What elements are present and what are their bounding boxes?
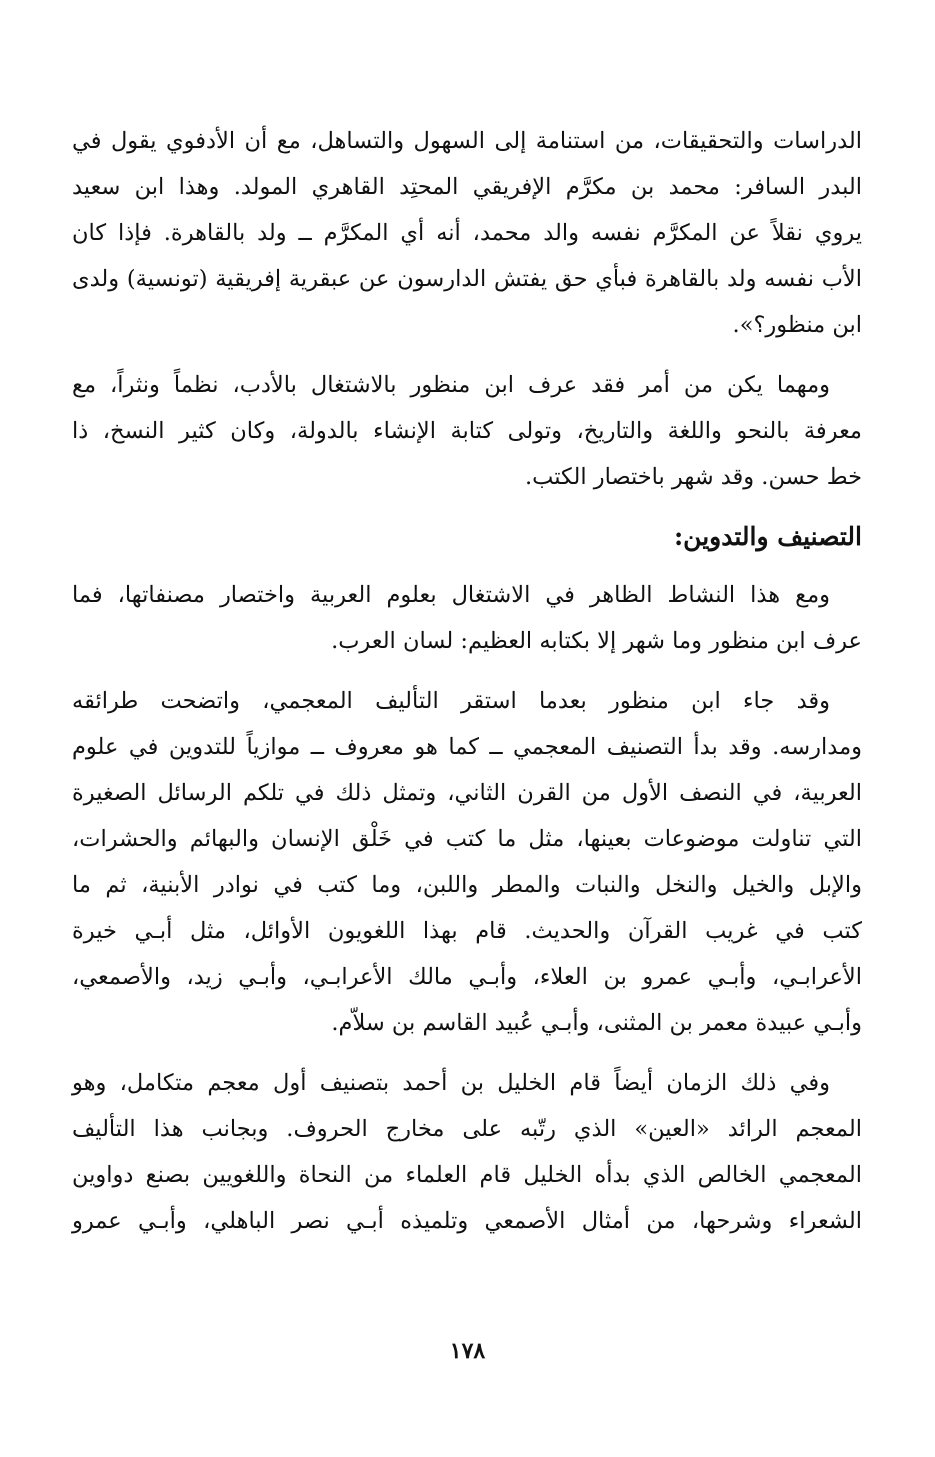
page-number: ١٧٨ xyxy=(449,1338,486,1364)
text-line: خط حسن. وقد شهر باختصار الكتب. xyxy=(525,464,862,490)
paragraph-3 xyxy=(72,572,862,664)
text-line: عرف ابن منظور وما شهر إلا بكتابه العظيم: لسان العرب. xyxy=(331,628,862,654)
text-line: كتب في غريب القرآن والحديث. قام بهذا اللغويون الأوائل، مثل أبـي خيرة xyxy=(72,918,862,944)
text-line: التي تناولت موضوعات بعينها، مثل ما كتب في خَلْق الإنسان والبهائم والحشرات، xyxy=(72,826,862,852)
text-line: وأبـي عبيدة معمر بن المثنى، وأبـي عُبيد القاسم بن سلاّم. xyxy=(331,1010,862,1036)
text-line: العربية، في النصف الأول من القرن الثاني، وتمثل ذلك في تلكم الرسائل الصغيرة xyxy=(72,780,862,806)
text-line: والإبل والخيل والنخل والنبات والمطر واللبن، وما كتب في نوادر الأبنية، ثم ما xyxy=(72,872,862,898)
page-body xyxy=(72,118,862,1258)
text-line: معرفة بالنحو واللغة والتاريخ، وتولى كتابة الإنشاء بالدولة، وكان كثير النسخ، ذا xyxy=(72,418,862,444)
text-line: المعجم الرائد «العين» الذي رتّبه على مخارج الحروف. وبجانب هذا التأليف xyxy=(72,1116,862,1142)
text-line: يروي نقلاً عن المكرَّم نفسه والد محمد، أنه أي المكرَّم ــ ولد بالقاهرة. فإذا كان xyxy=(72,220,862,246)
text-line: ومهما يكن من أمر فقد عرف ابن منظور بالاشتغال بالأدب، نظماً ونثراً، مع xyxy=(72,372,830,398)
text-line: وقد جاء ابن منظور بعدما استقر التأليف المعجمي، واتضحت طرائقه xyxy=(72,688,830,714)
text-line: البدر السافر: محمد بن مكرَّم الإفريقي المحتِد القاهري المولد. وهذا ابن سعيد xyxy=(72,174,862,200)
text-line: ابن منظور؟». xyxy=(732,312,862,338)
text-line: الدراسات والتحقيقات، من استنامة إلى السهول والتساهل، مع أن الأدفوي يقول في xyxy=(72,128,862,154)
text-line: الأعرابـي، وأبـي عمرو بن العلاء، وأبـي مالك الأعرابـي، وأبـي زيد، والأصمعي، xyxy=(72,964,862,990)
text-line: الأب نفسه ولد بالقاهرة فبأي حق يفتش الدارسون عن عبقرية إفريقية (تونسية) ولدى xyxy=(72,266,862,292)
text-line: ومع هذا النشاط الظاهر في الاشتغال بعلوم العربية واختصار مصنفاتها، فما xyxy=(72,582,830,608)
text-line: ومدارسه. وقد بدأ التصنيف المعجمي ــ كما هو معروف ــ موازياً للتدوين في علوم xyxy=(72,734,862,760)
text-line: المعجمي الخالص الذي بدأه الخليل قام العلماء من النحاة واللغويين بصنع دواوين xyxy=(72,1162,862,1188)
paragraph-4 xyxy=(72,678,862,1046)
paragraph-5 xyxy=(72,1060,862,1244)
text-line: وفي ذلك الزمان أيضاً قام الخليل بن أحمد بتصنيف أول معجم متكامل، وهو xyxy=(72,1070,830,1096)
paragraph-2 xyxy=(72,362,862,500)
paragraph-1 xyxy=(72,118,862,348)
text-line: الشعراء وشرحها، من أمثال الأصمعي وتلميذه أبـي نصر الباهلي، وأبـي عمرو xyxy=(72,1208,862,1234)
section-heading: التصنيف والتدوين: xyxy=(673,522,862,551)
